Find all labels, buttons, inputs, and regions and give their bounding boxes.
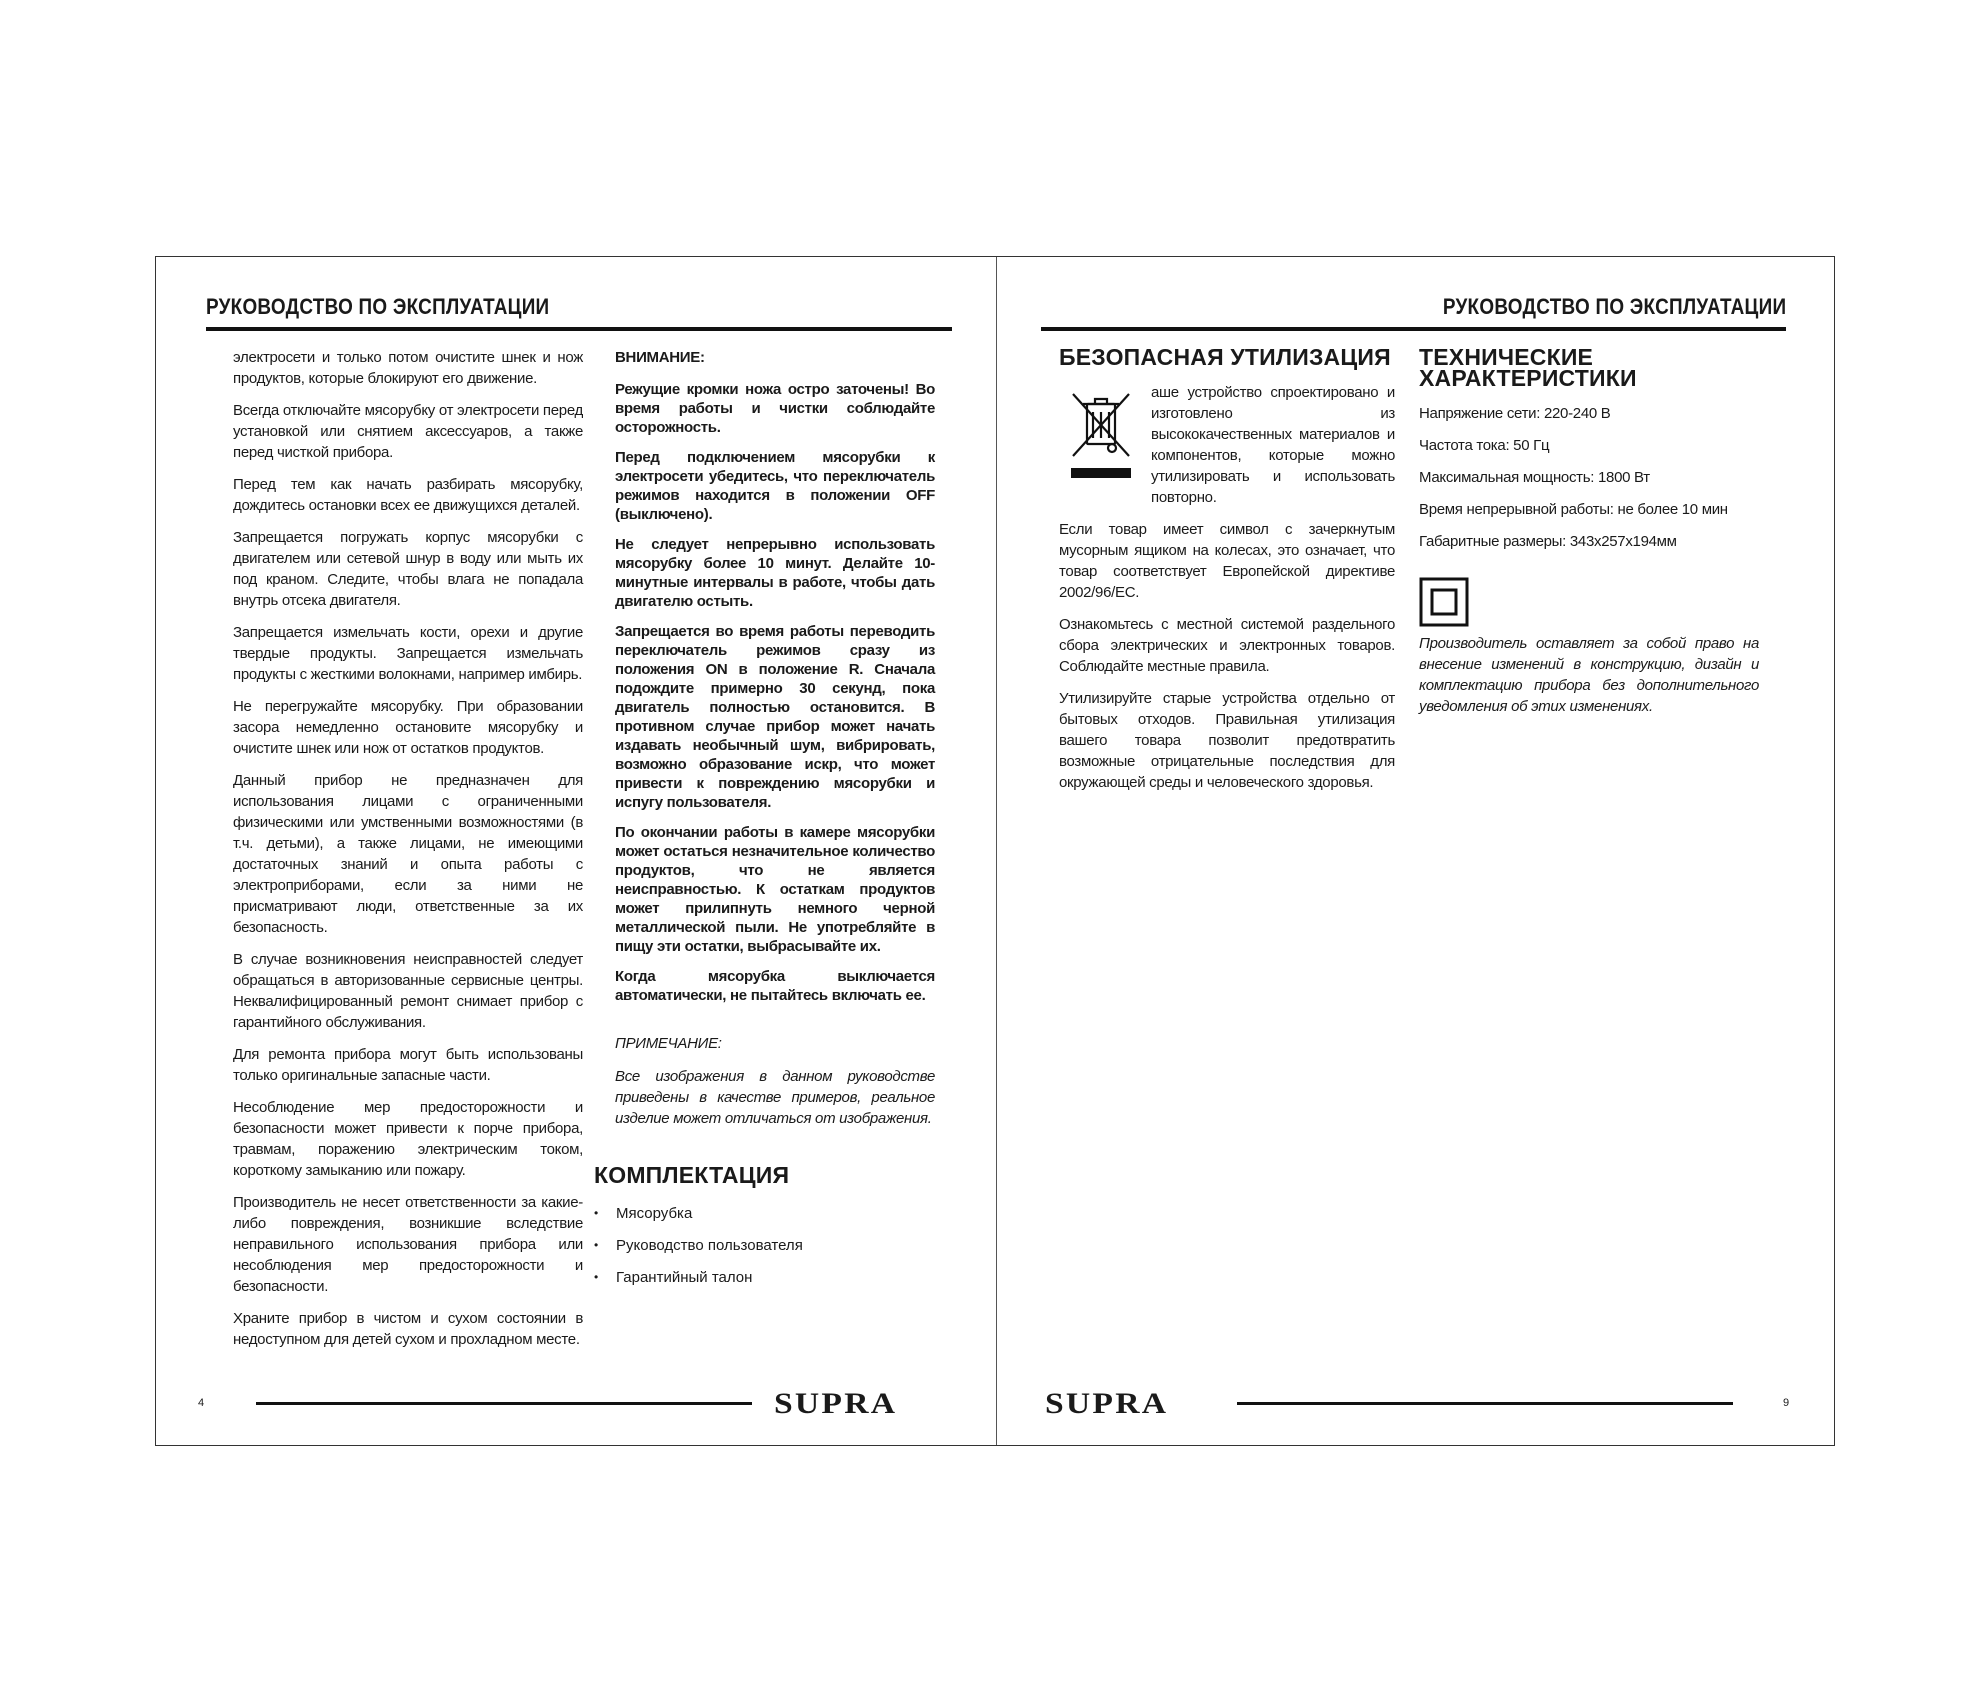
right-page [997, 257, 1836, 1445]
double-square-class-ii-icon [1419, 577, 1469, 627]
safety-paragraph: Данный прибор не предназначен для использования лицами с ограниченными физическими или умственными возможностями (в т.ч. детьми), а также лицами, не имеющими достаточных знаний и опыта работы с электроприборами, если за ними не присматривают люди, ответственные за их безопасность. [233, 772, 583, 936]
safety-paragraph: электросети и только потом очистите шнек и нож продуктов, которые блокируют его движение. [233, 349, 583, 387]
spec-frequency: Частота тока: 50 Гц [1419, 437, 1550, 454]
disposal-column [1059, 344, 1395, 804]
specs-title: ТЕХНИЧЕСКИЕ ХАРАКТЕРИСТИКИ [1419, 344, 1637, 391]
disposal-paragraph: Если товар имеет символ с зачеркнутым мусорным ящиком на колесах, это означает, что товар соответствует Европейской директиве 2002/96/EC. [1059, 521, 1395, 601]
spec-runtime: Время непрерывной работы: не более 10 мин [1419, 501, 1728, 518]
disposal-intro: аше устройство спроектировано и изготовлено из высококачественных материалов и компонентов, которые можно утилизировать и использовать повторно. [1151, 384, 1395, 506]
safety-paragraph: Не перегружайте мясорубку. При образовании засора немедленно остановите мясорубку и очистите шнек или нож от остатков продуктов. [233, 698, 583, 757]
warning-column [615, 347, 935, 1140]
right-header [1041, 287, 1786, 331]
safety-paragraph: Всегда отключайте мясорубку от электросети перед установкой или снятием аксессуаров, а также перед чисткой прибора. [233, 402, 583, 461]
warning-label: ВНИМАНИЕ: [615, 349, 705, 366]
specs-column [1419, 344, 1759, 728]
right-footer [997, 1382, 1836, 1432]
disposal-intro-block [1059, 382, 1395, 519]
footer-rule [1237, 1402, 1733, 1405]
brand-logo: SUPRA [774, 1387, 898, 1420]
spec-voltage: Напряжение сети: 220-240 В [1419, 405, 1611, 422]
kit-item: • Гарантийный талон [594, 1267, 954, 1288]
specs-list [1419, 403, 1759, 552]
left-footer [156, 1382, 996, 1432]
disclaimer: Производитель оставляет за собой право на внесение изменений в конструкцию, дизайн и комплектацию прибора без дополнительного уведомления об этих изменениях. [1419, 635, 1759, 715]
warning-paragraph: По окончании работы в камере мясорубки может остаться незначительное количество продуктов, что не является неисправностью. К остаткам продуктов может прилипнуть немного черной металлической пыли. Не употребляйте в пищу эти остатки, выбрасывайте их. [615, 824, 935, 955]
warning-paragraph: Перед подключением мясорубки к электросети убедитесь, что переключатель режимов находится в положении OFF (выключено). [615, 449, 935, 523]
spec-dimensions: Габаритные размеры: 343x257x194мм [1419, 533, 1677, 550]
header-title: РУКОВОДСТВО ПО ЭКСПЛУАТАЦИИ [206, 294, 550, 319]
kit-item: • Руководство пользователя [594, 1235, 954, 1256]
warning-paragraph: Не следует непрерывно использовать мясорубку более 10 минут. Делайте 10-минутные интервалы в работе, чтобы дать двигателю остыть. [615, 536, 935, 610]
kit-list [594, 1203, 954, 1288]
manual-spread [155, 256, 1835, 1446]
spec-power: Максимальная мощность: 1800 Вт [1419, 469, 1650, 486]
page-number: 9 [1783, 1397, 1790, 1409]
safety-paragraph: Несоблюдение мер предосторожности и безопасности может привести к порче прибора, травмам, поражению электрическим током, короткому замыканию или пожару. [233, 1099, 583, 1179]
kit-item: • Мясорубка [594, 1203, 954, 1224]
safety-paragraph: Перед тем как начать разбирать мясорубку, дождитесь остановки всех ее движущихся деталей. [233, 476, 583, 514]
disposal-title: БЕЗОПАСНАЯ УТИЛИЗАЦИЯ [1059, 344, 1391, 370]
safety-paragraph: Храните прибор в чистом и сухом состоянии в недоступном для детей сухом и прохладном месте. [233, 1310, 583, 1348]
safety-paragraph: Запрещается измельчать кости, орехи и другие твердые продукты. Запрещается измельчать продукты с жесткими волокнами, например имбирь. [233, 624, 583, 683]
warning-paragraph: Режущие кромки ножа остро заточены! Во время работы и чистки соблюдайте осторожность. [615, 381, 935, 436]
safety-paragraph: В случае возникновения неисправностей следует обращаться в авторизованные сервисные центры. Неквалифицированный ремонт снимает прибор с гарантийного обслуживания. [233, 951, 583, 1031]
disposal-paragraph: Ознакомьтесь с местной системой раздельного сбора электрических и электронных товаров. Соблюдайте местные правила. [1059, 616, 1395, 675]
kit-title: КОМПЛЕКТАЦИЯ [594, 1162, 790, 1188]
page-number: 4 [198, 1397, 205, 1409]
note-label: ПРИМЕЧАНИЕ: [615, 1035, 722, 1052]
disposal-paragraph: Утилизируйте старые устройства отдельно от бытовых отходов. Правильная утилизация вашего товара позволит предотвратить возможные отрицательные последствия для окружающей среды и человеческого здоровья. [1059, 690, 1395, 791]
note-text: Все изображения в данном руководстве приведены в качестве примеров, реальное изделие может отличаться от изображения. [615, 1068, 935, 1127]
header-title: РУКОВОДСТВО ПО ЭКСПЛУАТАЦИИ [1442, 294, 1786, 319]
left-page [156, 257, 996, 1445]
safety-paragraph: Производитель не несет ответственности за какие-либо повреждения, возникшие вследствие неправильного использования прибора или несоблюдения мер предосторожности и безопасности. [233, 1194, 583, 1295]
warning-paragraph: Когда мясорубка выключается автоматически, не пытайтесь включать ее. [615, 968, 935, 1004]
footer-rule [256, 1402, 752, 1405]
safety-paragraph: Для ремонта прибора могут быть использованы только оригинальные запасные части. [233, 1046, 583, 1084]
safety-paragraph: Запрещается погружать корпус мясорубки с двигателем или сетевой шнур в воду или мыть их под краном. Следите, чтобы влага не попадала внутрь отсека двигателя. [233, 529, 583, 609]
left-header [206, 287, 952, 331]
safety-column [233, 347, 583, 1361]
crossed-out-wheelie-bin-icon [1065, 386, 1137, 486]
warning-paragraph: Запрещается во время работы переводить переключатель режимов сразу из положения ON в положение R. Сначала подождите примерно 30 секунд, пока двигатель полностью остановится. В противном случае прибор может начать издавать необычный шум, вибрировать, возможно образование искр, что может привести к повреждению мясорубки и испугу пользователя. [615, 623, 935, 811]
kit-section [594, 1162, 954, 1299]
brand-logo: SUPRA [1045, 1387, 1169, 1420]
